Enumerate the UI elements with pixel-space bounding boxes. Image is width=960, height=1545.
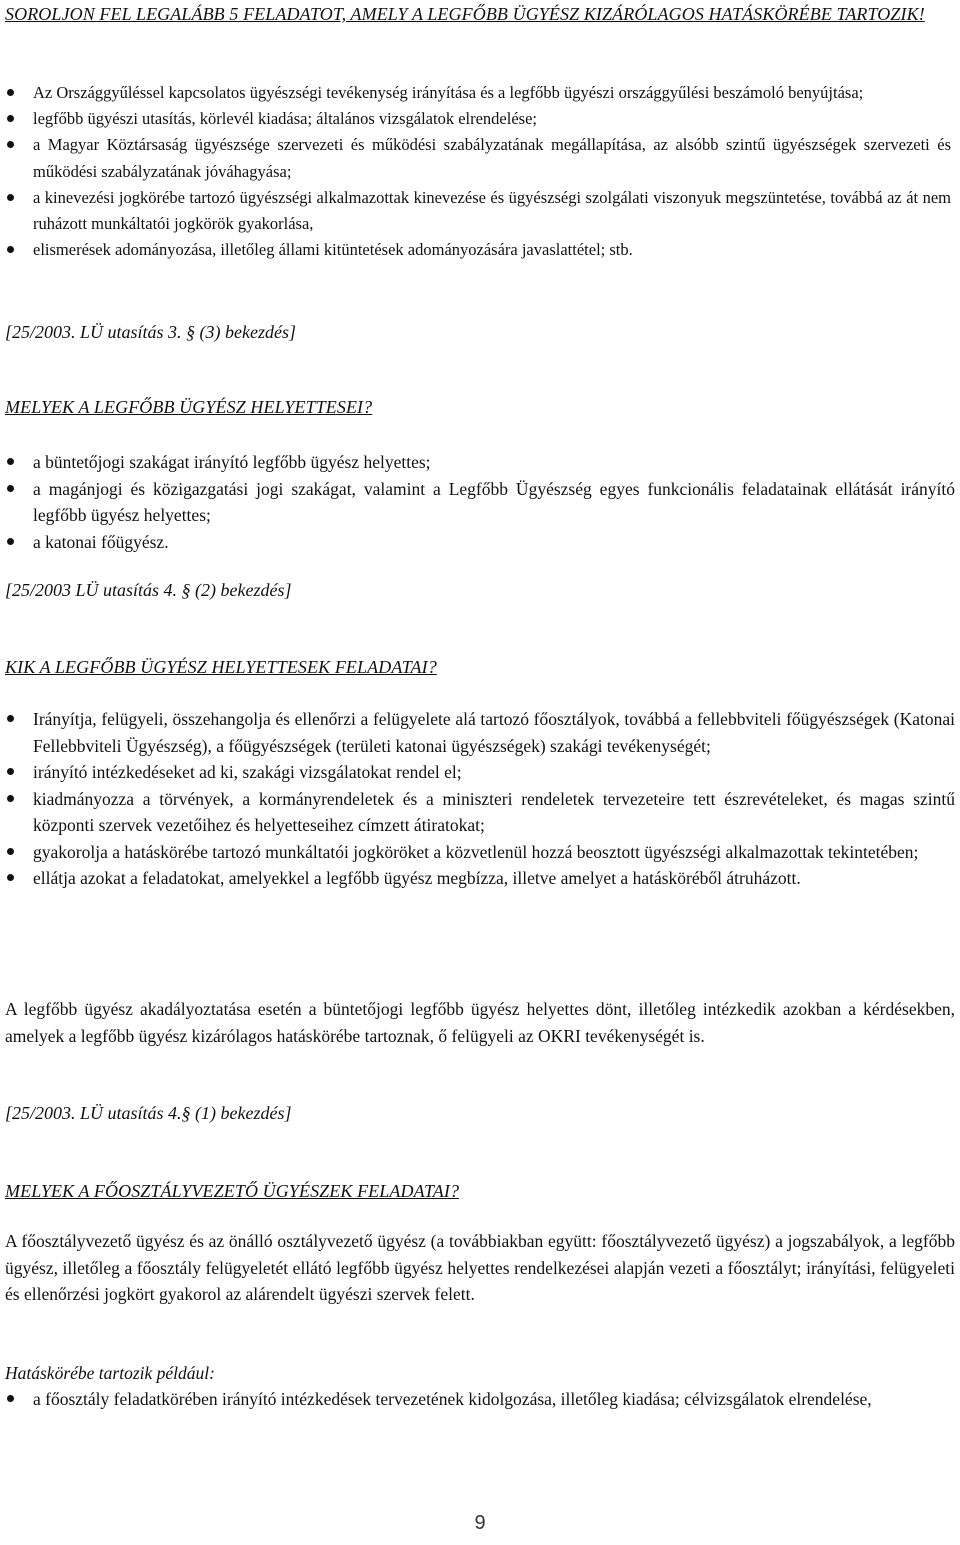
list-item: kiadmányozza a törvények, a kormányrendeletek és a miniszteri rendeletek tervezeteire tett észrevételeket, és magas szintű központi szervek vezetőihez és helyetteseihez címzett átiratokat; (0, 786, 955, 839)
list-item: a magánjogi és közigazgatási jogi szakágat, valamint a Legfőbb Ügyészség egyes funkcionális feladatainak ellátását irányító legfőbb ügyész helyettes; (0, 476, 955, 529)
list-item: a főosztály feladatkörében irányító intézkedések tervezetének kidolgozása, illetőleg kiadása; célvizsgálatok elrendelése, (0, 1386, 955, 1413)
section-heading-deputy-tasks: KIK A LEGFŐBB ÜGYÉSZ HELYETTESEK FELADATAI? (5, 657, 437, 677)
section-heading-department-heads: MELYEK A FŐOSZTÁLYVEZETŐ ÜGYÉSZEK FELADATAI? (5, 1181, 460, 1201)
list-item: a Magyar Köztársaság ügyészsége szervezeti és működési szabályzatának megállapítása, az alsóbb szintű ügyészségek szervezeti és működési szabályzatának jóváhagyása; (0, 132, 955, 184)
list-item: a katonai főügyész. (0, 529, 955, 556)
exclusive-powers-list (0, 80, 955, 263)
list-item: legfőbb ügyészi utasítás, körlevél kiadása; általános vizsgálatok elrendelése; (0, 106, 955, 132)
examples-label: Hatáskörébe tartozik például: (5, 1363, 215, 1383)
list-item: Az Országgyűléssel kapcsolatos ügyészségi tevékenység irányítása és a legfőbb ügyészi országgyűlési beszámoló benyújtása; (0, 80, 955, 106)
legal-reference: [25/2003. LÜ utasítás 4.§ (1) bekezdés] (5, 1103, 292, 1123)
list-item: a kinevezési jogkörébe tartozó ügyészségi alkalmazottak kinevezése és ügyészségi szolgálati viszonyuk megszüntetése, továbbá az át nem ruházott munkáltatói jogkörök gyakorlása, (0, 185, 955, 237)
legal-reference: [25/2003 LÜ utasítás 4. § (2) bekezdés] (5, 580, 292, 600)
section-heading-deputies: MELYEK A LEGFŐBB ÜGYÉSZ HELYETTESEI? (5, 397, 373, 417)
list-item: ellátja azokat a feladatokat, amelyekkel a legfőbb ügyész megbízza, illetve amelyet a hatásköréből átruházott. (0, 865, 955, 892)
department-heads-examples-list (0, 1386, 955, 1413)
deputies-list (0, 449, 955, 555)
section-heading-exclusive-powers: SOROLJON FEL LEGALÁBB 5 FELADATOT, AMELY A LEGFŐBB ÜGYÉSZ KIZÁRÓLAGOS HATÁSKÖRÉBE TARTOZIK! (5, 4, 925, 24)
page-number: 9 (474, 1512, 486, 1534)
list-item: elismerések adományozása, illetőleg állami kitüntetések adományozására javaslattétel; stb. (0, 237, 955, 263)
list-item: Irányítja, felügyeli, összehangolja és ellenőrzi a felügyelete alá tartozó főosztályok, továbbá a fellebbviteli főügyészségek (Katonai Fellebbviteli Ügyészség), a főügyészségek (területi katonai ügyészségek) szakági tevékenységét; (0, 706, 955, 759)
legal-reference: [25/2003. LÜ utasítás 3. § (3) bekezdés] (5, 322, 296, 342)
list-item: gyakorolja a hatáskörébe tartozó munkáltatói jogköröket a közvetlenül hozzá beosztott ügyészségi alkalmazottak tekintetében; (0, 839, 955, 866)
substitution-paragraph: A legfőbb ügyész akadályoztatása esetén a büntetőjogi legfőbb ügyész helyettes dönt, illetőleg intézkedik azokban a kérdésekben, amelyek a legfőbb ügyész kizárólagos hatáskörébe tartoznak, ő felügyeli az OKRI tevékenységét is. (5, 999, 955, 1046)
department-heads-paragraph: A főosztályvezető ügyész és az önálló osztályvezető ügyész (a továbbiakban együtt: főosztályvezető ügyész) a jogszabályok, a legfőbb ügyész, illetőleg a főosztály felügyeletét ellátó legfőbb ügyész helyettes rendelkezései alapján vezeti a főosztályt; irányítási, felügyeleti és ellenőrzési jogkört gyakorol az alárendelt ügyészi szervek felett. (5, 1231, 955, 1304)
deputy-tasks-list (0, 706, 955, 892)
list-item: a büntetőjogi szakágat irányító legfőbb ügyész helyettes; (0, 449, 955, 476)
list-item: irányító intézkedéseket ad ki, szakági vizsgálatokat rendel el; (0, 759, 955, 786)
